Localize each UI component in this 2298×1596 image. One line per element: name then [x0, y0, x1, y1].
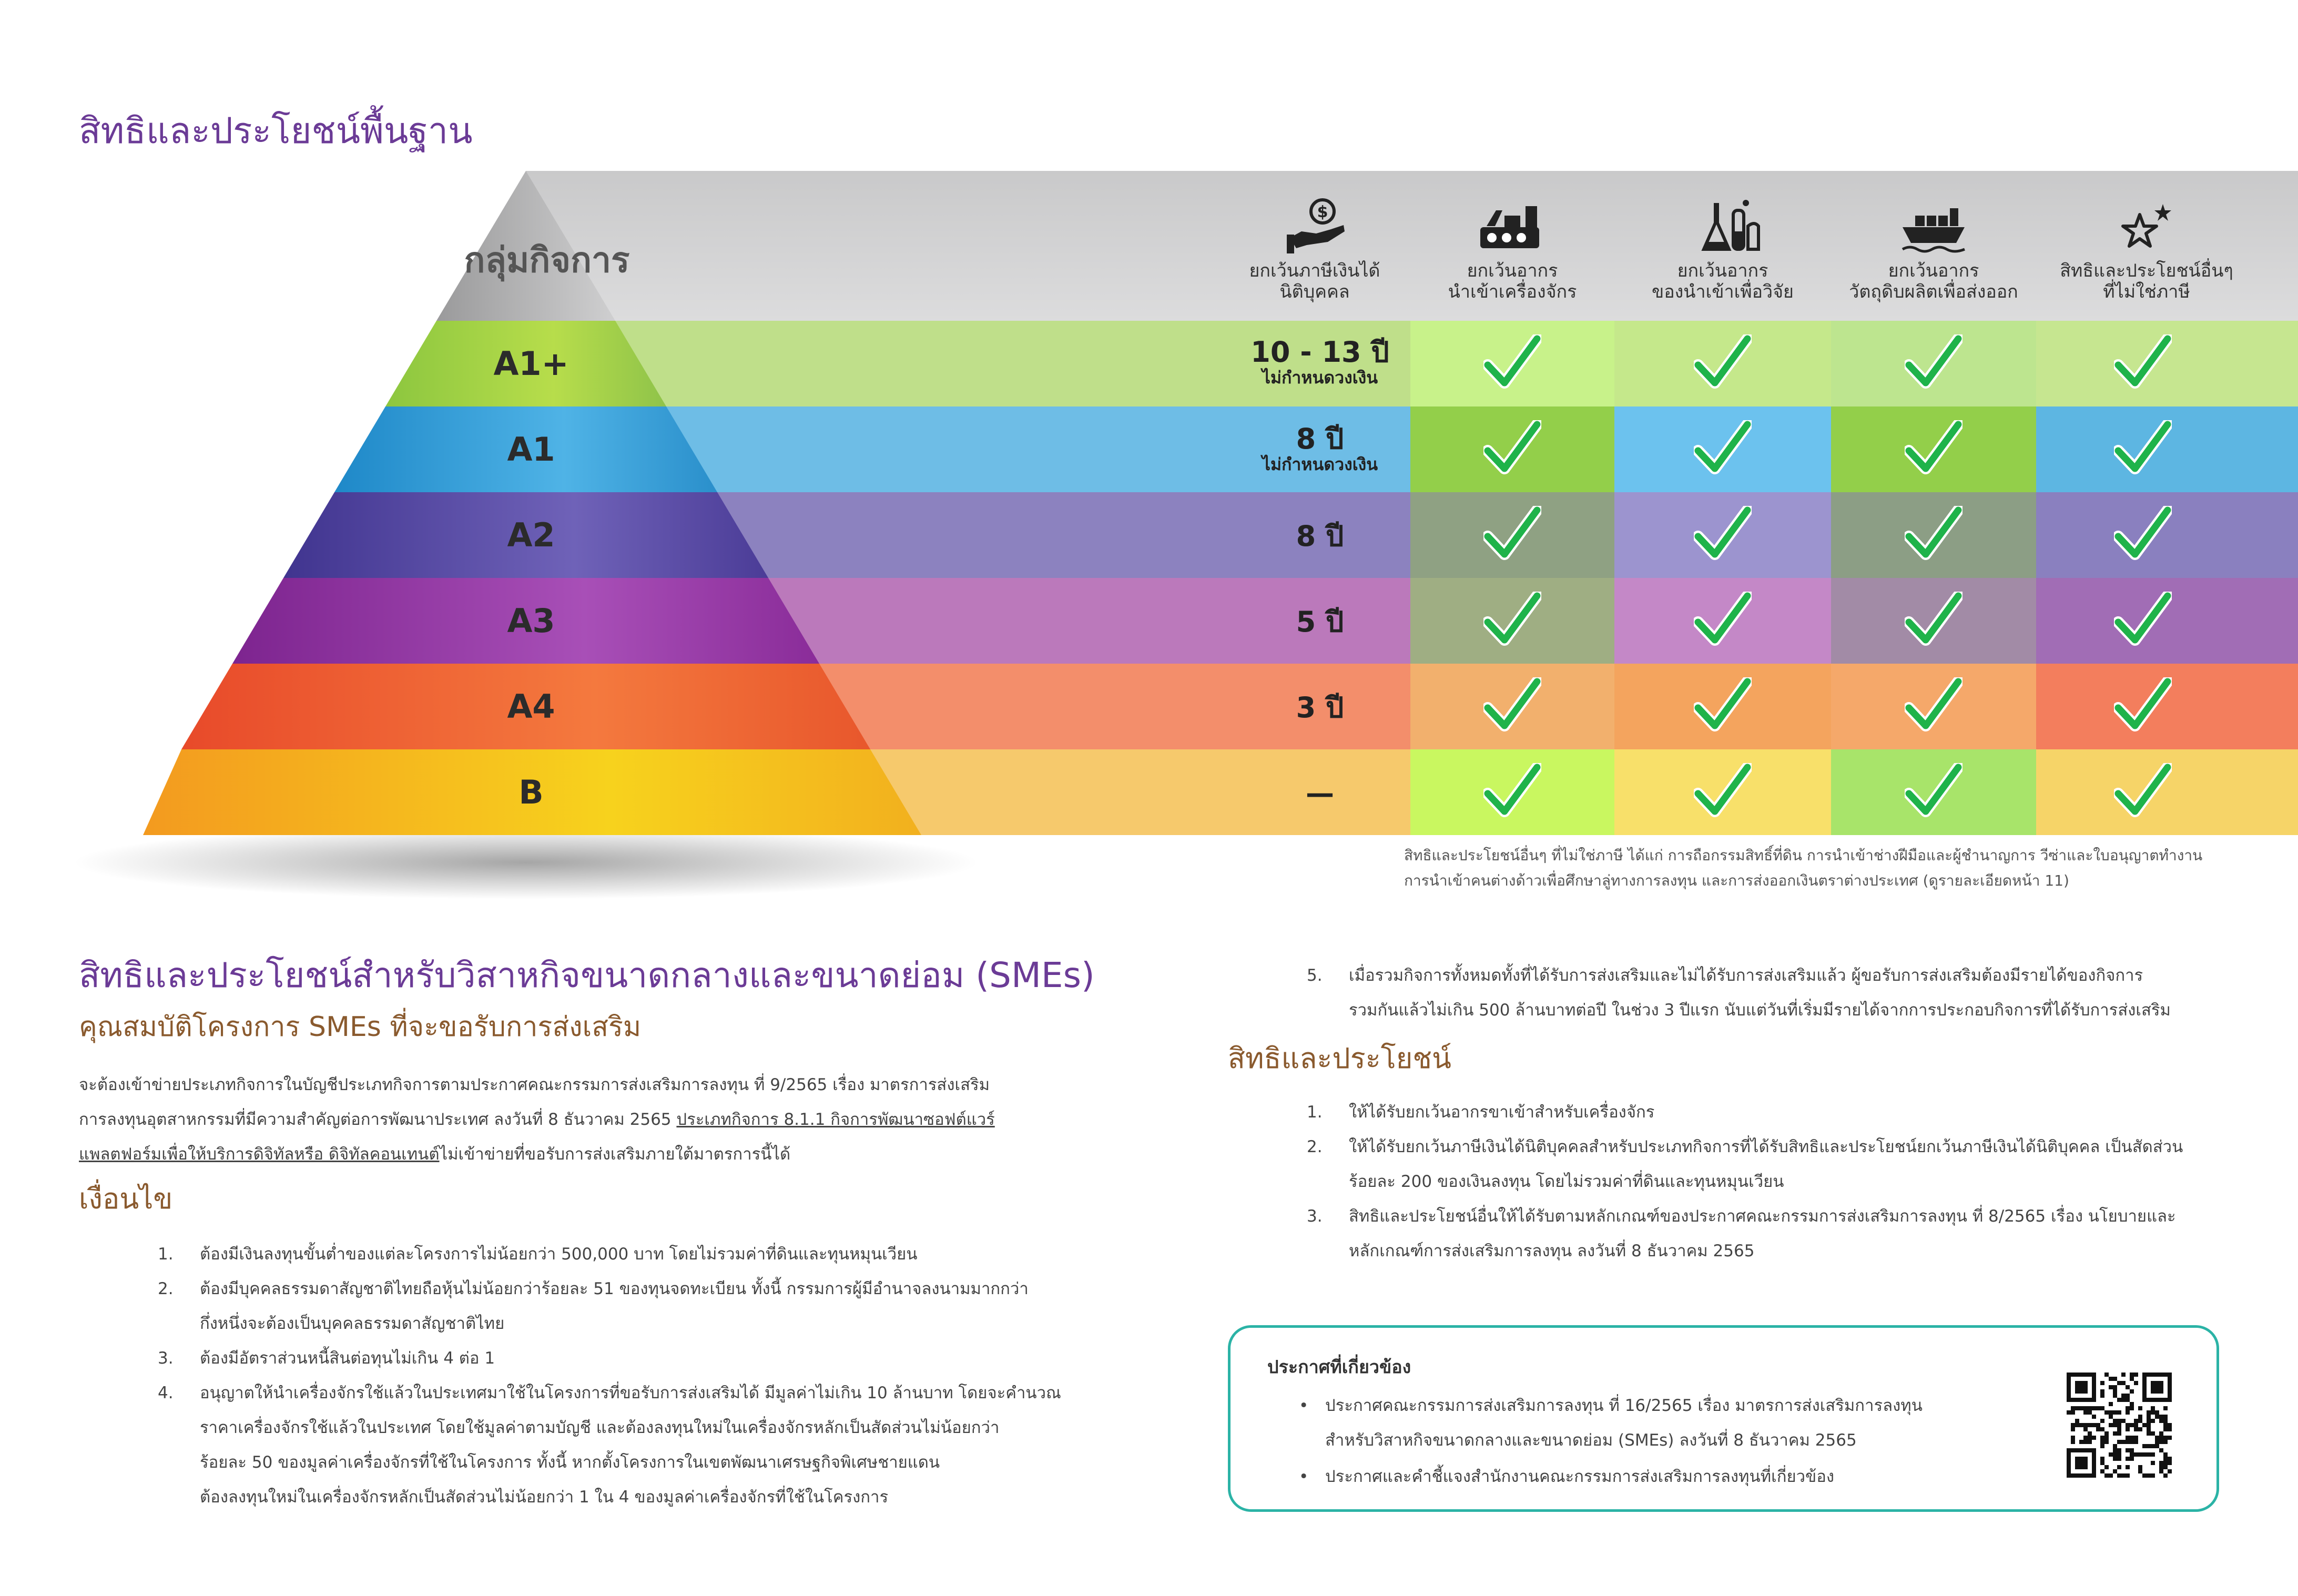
check-icon-research-row1 [1694, 420, 1752, 478]
check-icon-research-row5 [1694, 763, 1752, 821]
pyramid-label-b: B [518, 773, 544, 811]
check-icon-export-row2 [1905, 506, 1963, 564]
pyramid-label-a4: A4 [507, 687, 555, 726]
check-icon-export-row1 [1905, 420, 1963, 478]
related-item: • ประกาศคณะกรรมการส่งเสริมการลงทุน ที่ 16/2565 เรื่อง มาตรการส่งเสริมการลงทุน สำหรับวิสาหกิจขนาดกลางและขนาดย่อม (SMEs) ลงวันที่ 8 ธันวาคม 2565 [1325, 1388, 1977, 1458]
check-icon-machinery-row1 [1483, 420, 1541, 478]
bullet-icon: • [1299, 1467, 1309, 1486]
tax-cell-a1: 8 ปี ไม่กำหนดวงเงิน [1262, 422, 1378, 474]
stars-icon [2117, 200, 2174, 252]
col-label-research: ยกเว้นอากร ของนำเข้าเพื่อวิจัย [1652, 260, 1794, 302]
svg-text:$: $ [1317, 203, 1328, 221]
basic-benefits-title: สิทธิและประโยชน์พื้นฐาน [79, 110, 473, 152]
pyramid-label-a1: A1 [507, 430, 555, 469]
check-icon-machinery-row2 [1483, 506, 1541, 564]
benefits-footnote: สิทธิและประโยชน์อื่นๆ ที่ไม่ใช่ภาษี ได้แก่ การถือกรรมสิทธิ์ที่ดิน การนำเข้าช่างฝีมือและผู้ชำนาญการ วีซ่าและใบอนุญาตทำงาน การนำเข้าคนต่างด้าวเพื่อศึกษาลู่ทางการลงทุน และการส่งออกเงินตราต่างประเทศ (ดูรายละเอียดหน้า 11) [1404, 847, 2203, 889]
check-icon-research-row2 [1694, 506, 1752, 564]
check-icon-nontax-row5 [2114, 763, 2172, 821]
check-icon-machinery-row0 [1483, 334, 1541, 392]
check-icon-export-row0 [1905, 334, 1963, 392]
group-label: กลุ่มกิจการ [464, 240, 630, 280]
tax-cell-a4: 3 ปี [1296, 691, 1344, 724]
cargo-ship-icon [1899, 195, 1968, 258]
check-icon-export-row4 [1905, 677, 1963, 735]
conditions-title: เงื่อนไข [79, 1182, 173, 1215]
cash-hand-icon [1286, 195, 1349, 258]
bullet-icon: • [1299, 1396, 1309, 1415]
check-icon-machinery-row3 [1483, 592, 1541, 649]
sme-title: สิทธิและประโยชน์สำหรับวิสาหกิจขนาดกลางและขนาดย่อม (SMEs) [79, 955, 1095, 995]
related-announcements-box [1228, 1325, 2219, 1512]
check-icon-nontax-row1 [2114, 420, 2172, 478]
check-icon-export-row5 [1905, 763, 1963, 821]
tax-cell-a2: 8 ปี [1296, 520, 1344, 553]
col-label-machinery: ยกเว้นอากร นำเข้าเครื่องจักร [1448, 260, 1577, 302]
check-icon-nontax-row3 [2114, 592, 2172, 649]
pyramid-label-a2: A2 [507, 516, 555, 554]
tax-cell-b: — [1306, 777, 1334, 810]
check-icon-export-row3 [1905, 592, 1963, 649]
col-label-nontax: สิทธิและประโยชน์อื่นๆ ที่ไม่ใช่ภาษี [2060, 260, 2233, 302]
col-label-tax: ยกเว้นภาษีเงินได้ นิติบุคคล [1249, 260, 1380, 302]
sme-intro: จะต้องเข้าข่ายประเภทกิจการในบัญชีประเภทกิจการตามประกาศคณะกรรมการส่งเสริมการลงทุน ที่ 9/2565 เรื่อง มาตรการส่งเสริม การลงทุนอุตสาหกรรมที่มีความสำคัญต่อการพัฒนาประเทศ ลงวันที่ 8 ธันวาคม 2565 ประเภทกิจการ 8.1.1 กิจการพัฒนาซอฟต์แวร์ แพลตฟอร์มเพื่อให้บริการดิจิทัลหรือ ดิจิทัลคอนเทนต์ไม่เข้าข่ายที่ขอรับการส่งเสริมภายใต้มาตรการนี้ได้ [79, 1075, 995, 1164]
related-item: • ประกาศและคำชี้แจงสำนักงานคณะกรรมการส่งเสริมการลงทุนที่เกี่ยวข้อง [1325, 1459, 1977, 1494]
check-icon-machinery-row5 [1483, 763, 1541, 821]
machinery-icon [1475, 195, 1543, 258]
check-icon-research-row0 [1694, 334, 1752, 392]
check-icon-nontax-row0 [2114, 334, 2172, 392]
check-icon-nontax-row2 [2114, 506, 2172, 564]
check-icon-nontax-row4 [2114, 677, 2172, 735]
sme-subtitle: คุณสมบัติโครงการ SMEs ที่จะขอรับการส่งเสริม [79, 1011, 642, 1043]
qr-code-icon[interactable] [2067, 1373, 2172, 1478]
benefits-title: สิทธิและประโยชน์ [1228, 1042, 1451, 1075]
check-icon-machinery-row4 [1483, 677, 1541, 735]
lab-flask-icon [1700, 195, 1763, 258]
col-label-export: ยกเว้นอากร วัตถุดิบผลิตเพื่อส่งออก [1849, 260, 2018, 302]
pyramid-label-a3: A3 [507, 602, 555, 640]
tax-cell-a1plus: 10 - 13 ปี ไม่กำหนดวงเงิน [1250, 336, 1389, 388]
check-icon-research-row3 [1694, 592, 1752, 649]
tax-cell-a3: 5 ปี [1296, 605, 1344, 638]
pyramid-label-a1plus: A1+ [493, 344, 569, 383]
related-title: ประกาศที่เกี่ยวข้อง [1267, 1357, 1411, 1378]
check-icon-research-row4 [1694, 677, 1752, 735]
